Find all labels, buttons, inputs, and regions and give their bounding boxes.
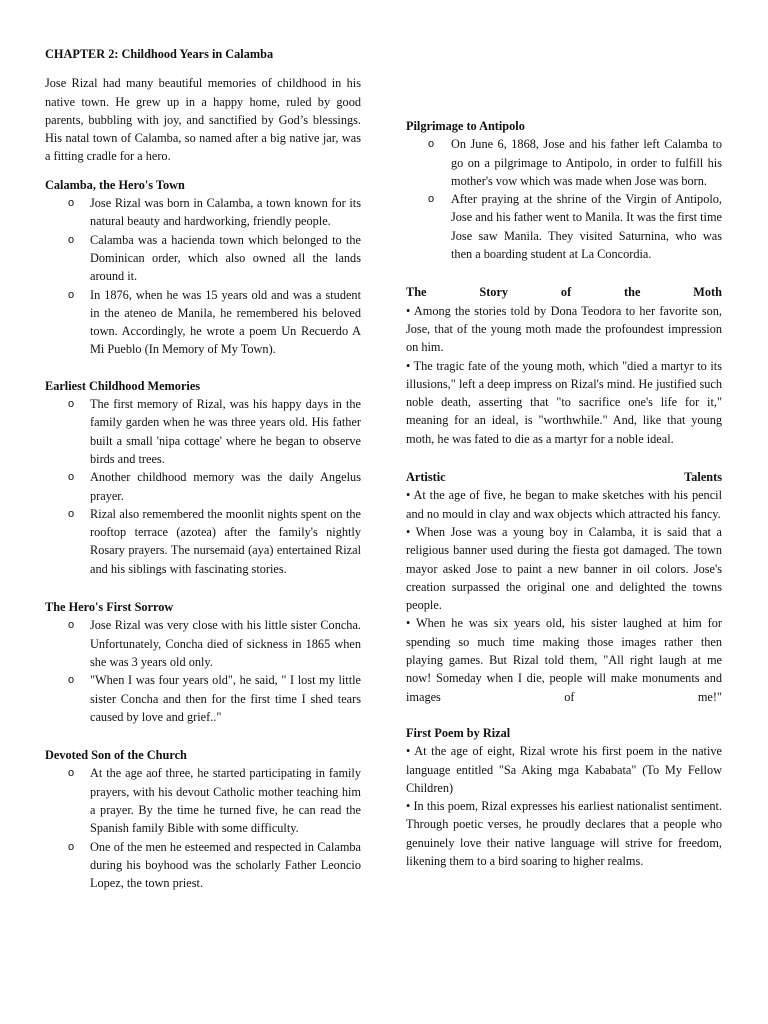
left-column: [45, 45, 361, 909]
list-item: [45, 231, 361, 286]
bullet-paragraph: • In this poem, Rizal expresses his earliest nationalist sentiment. Through poetic verses, he proudly declares that a people who genuinely love their native language will strive for freedom, likening them to a bird soaring to higher realms.: [406, 799, 722, 868]
section-heading: First Poem by Rizal: [406, 725, 511, 740]
section-first-poem: [406, 724, 722, 870]
chapter-title: CHAPTER 2: Childhood Years in Calamba: [45, 47, 274, 61]
intro-paragraph: Jose Rizal had many beautiful memories of childhood in his native town. He grew up in a happy home, ruled by good parents, bubbling with joy, and sanctified by God’s blessings. His natal town of Calamba, so named after a big native jar, was a fitting cradle for a hero.: [45, 76, 361, 164]
circle-bullet-icon: o: [68, 619, 75, 632]
list-item: [45, 616, 361, 671]
section-heading: The Hero's First Sorrow: [45, 600, 174, 615]
circle-bullet-icon: o: [68, 840, 75, 853]
list-item-text: One of the men he esteemed and respected in Calamba during his boyhood was the scholarly Father Leoncio Lopez, the town priest.: [90, 839, 361, 891]
circle-bullet-icon: o: [68, 233, 75, 246]
section-heading: Earliest Childhood Memories: [45, 378, 201, 393]
list-item-text: The first memory of Rizal, was his happy days in the family garden when he was three years old. His father built a small 'nipa cottage' where he began to observe birds and trees.: [90, 397, 361, 466]
list-item: [45, 505, 361, 578]
list-item-text: Another childhood memory was the daily Angelus prayer.: [90, 470, 361, 503]
bullet-paragraph: • The tragic fate of the young moth, which "died a martyr to its illusions," left a deep impress on Rizal's mind. He justified such noble death, asserting that "to sacrifice one's life for it," meaning for an ideal, is "worthwhile." And, like that young moth, he was fated to die as a martyr for a noble ideal.: [406, 358, 722, 446]
list-item-text: Calamba was a hacienda town which belonged to the Dominican order, which also owned all the lands around it.: [90, 232, 361, 284]
list-item: [406, 135, 722, 190]
list-item-text: Rizal also remembered the moonlit nights spent on the rooftop terrace (azotea) after the family's nightly Rosary prayers. The nursemaid (aya) entertained Rizal and his siblings with fascinating stories.: [90, 506, 361, 576]
list-item-text: After praying at the shrine of the Virgin of Antipolo, Jose and his father went to Manila. It was the first time Jose saw Manila. They visited Saturnina, who was then a boarding student at La Concordia.: [451, 192, 722, 262]
section-devoted-son: [45, 746, 361, 892]
bullet-paragraph: • Among the stories told by Dona Teodora to her favorite son, Jose, that of the young moth made the profoundest impression on him.: [406, 303, 722, 355]
section-earliest-memories: [45, 377, 361, 578]
section-pilgrimage: [406, 117, 722, 263]
list-item-text: At the age aof three, he started participating in family prayers, with his devout Catholic mother teaching him a prayer. By the time he turned five, he can read the Spanish family Bible with some difficulty.: [90, 766, 361, 836]
section-moth: [406, 283, 722, 448]
list-item-text: On June 6, 1868, Jose and his father left Calamba to go on a pilgrimage to Antipolo, in order to fulfill his mother's vow which was made when Jose was born.: [451, 137, 722, 188]
list-item: [45, 671, 361, 726]
circle-bullet-icon: o: [428, 138, 435, 151]
circle-bullet-icon: o: [68, 398, 75, 411]
circle-bullet-icon: o: [68, 197, 75, 210]
section-calamba: [45, 176, 361, 359]
section-heading: Calamba, the Hero's Town: [45, 177, 185, 192]
right-column: [406, 117, 722, 887]
list-item: [45, 838, 361, 893]
bullet-list: [45, 616, 361, 726]
bullet-paragraph: • When Jose was a young boy in Calamba, it is said that a religious banner used during the fiesta got damaged. The town mayor asked Jose to paint a new banner in oil colors. Jose's creation surpassed the original one and delighted the towns people.: [406, 524, 722, 613]
circle-bullet-icon: o: [68, 674, 75, 687]
bullet-list: [45, 194, 361, 359]
list-item: [406, 190, 722, 263]
section-artistic-talents: [406, 468, 722, 706]
list-item-text: "When I was four years old", he said, " I lost my little sister Concha and then for the first time I shed tears caused by love and grief..": [90, 673, 361, 724]
circle-bullet-icon: o: [68, 288, 75, 301]
circle-bullet-icon: o: [68, 471, 75, 484]
section-heading: Pilgrimage to Antipolo: [406, 119, 525, 133]
list-item-text: Jose Rizal was very close with his little sister Concha. Unfortunately, Concha died of sickness in 1865 when she was 3 years old only.: [90, 618, 361, 669]
bullet-paragraph: • At the age of five, he began to make sketches with his pencil and no mould in clay and wax objects which attracted his fancy.: [406, 488, 722, 521]
list-item-text: In 1876, when he was 15 years old and was a student in the ateneo de Manila, he remembered his beloved town. Accordingly, he wrote a poem Un Recuerdo A Mi Pueblo (In Memory of My Town).: [90, 287, 361, 357]
section-first-sorrow: [45, 598, 361, 726]
list-item: [45, 468, 361, 505]
bullet-paragraph: • At the age of eight, Rizal wrote his first poem in the native language entitled "Sa Aking mga Kababata" (To My Fellow Children): [406, 744, 722, 795]
list-item: [45, 395, 361, 468]
section-heading: The Story of the Moth: [406, 285, 722, 300]
section-heading: Devoted Son of the Church: [45, 748, 187, 763]
list-item-text: Jose Rizal was born in Calamba, a town known for its natural beauty and hardworking, friendly people.: [90, 196, 361, 229]
circle-bullet-icon: o: [68, 767, 75, 780]
list-item: [45, 286, 361, 359]
bullet-list: [406, 135, 722, 263]
section-heading: Artistic Talents: [406, 470, 722, 485]
bullet-list: [45, 764, 361, 892]
circle-bullet-icon: o: [428, 193, 435, 206]
list-item: [45, 194, 361, 231]
bullet-list: [45, 395, 361, 578]
list-item: [45, 764, 361, 837]
bullet-paragraph: • When he was six years old, his sister laughed at him for spending so much time making those images rather then playing games. But Rizal told them, "All right laugh at me now! Someday when I die, people will make monuments and images of me!": [406, 616, 722, 704]
circle-bullet-icon: o: [68, 507, 75, 520]
